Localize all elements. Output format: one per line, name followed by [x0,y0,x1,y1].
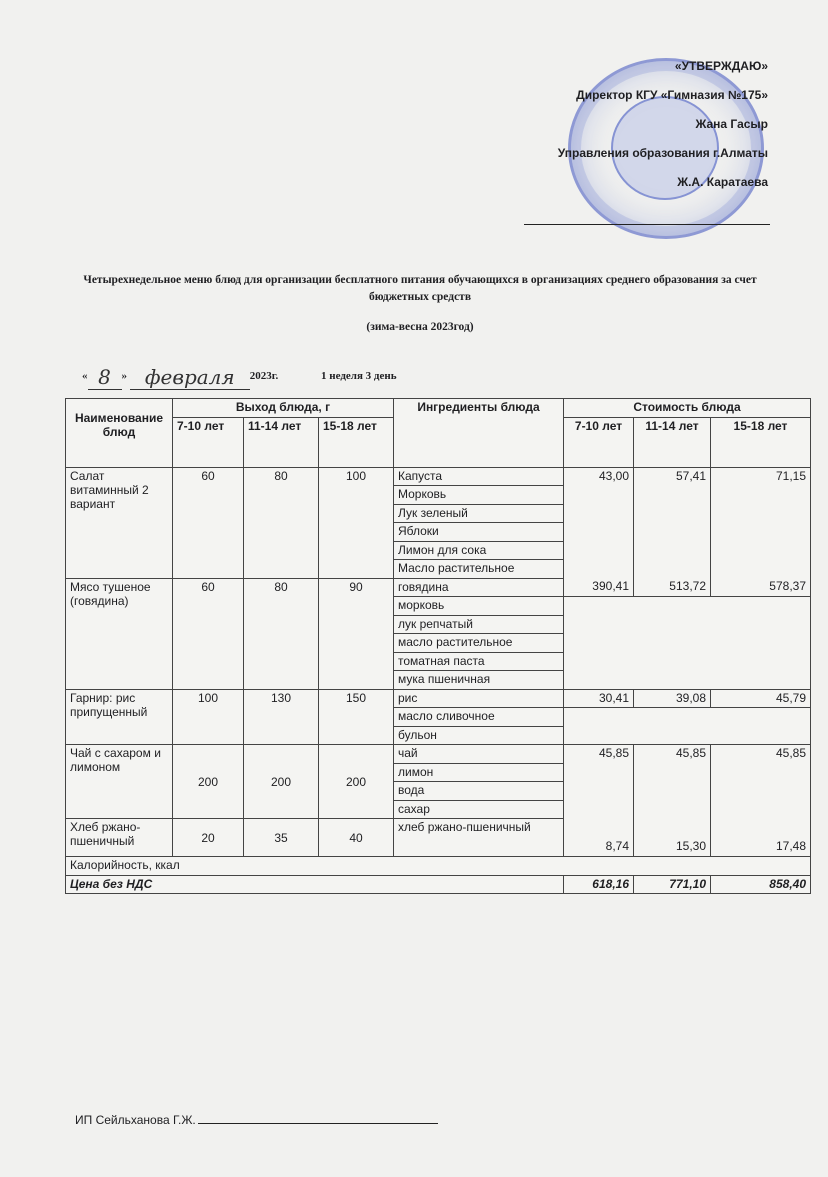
dish-cost: 45,79 [775,690,806,705]
table-row [66,467,811,486]
dish-cost-cell [711,467,811,597]
header-yield-age3: 15-18 лет [319,417,394,467]
total-age2: 771,10 [634,875,711,894]
header-yield-age1: 7-10 лет [173,417,244,467]
dish-cost-cell [711,689,811,708]
dish-cost-cell [711,745,811,857]
header-name: Наименование блюд [66,399,173,468]
blank-cost [564,708,811,745]
dish-cost-cell [564,689,634,708]
dish-cost: 45,85 [598,746,629,760]
dish-cost: 43,00 [598,468,629,483]
ingredient: масло растительное [394,634,564,653]
ingredient: масло сливочное [394,708,564,727]
signer-block [75,1113,438,1127]
ingredient: Лимон для сока [394,541,564,560]
document-title: Четырехнедельное меню блюд для организации бесплатного питания обучающихся в организациях среднего образования за счет бюджетных средств [83,274,757,303]
dish-yield: 200 [319,745,394,819]
dish-yield: 90 [319,578,394,689]
approval-director-name: Жана Гасыр [695,117,768,131]
dish-cost-cell [634,689,711,708]
header-cost: Стоимость блюда [564,399,811,418]
dish-cost: 71,15 [775,468,806,483]
ingredient: томатная паста [394,652,564,671]
week-day: 1 неделя 3 день [321,370,397,382]
blank-cost [564,597,811,690]
dish-cost: 57,41 [675,468,706,483]
table-row [66,745,811,764]
dish-cost: 513,72 [669,579,706,593]
dish-yield: 100 [173,689,244,745]
dish-yield: 35 [244,819,319,857]
dish-cost: 8,74 [605,839,629,853]
dish-name: Мясо тушеное (говядина) [66,578,173,689]
dish-cost: 39,08 [675,690,706,705]
approval-signature-line [524,224,770,225]
dish-cost: 45,85 [775,746,806,760]
dish-cost: 15,30 [675,839,706,853]
dish-yield: 80 [244,578,319,689]
signer-name: ИП Сейльханова Г.Ж. [75,1113,196,1127]
ingredient: Лук зеленый [394,504,564,523]
dish-cost-cell [564,745,634,857]
ingredient: чай [394,745,564,764]
header-yield: Выход блюда, г [173,399,394,418]
ingredient: лук репчатый [394,615,564,634]
quote-open: « [82,370,88,382]
calories-label: Калорийность, ккал [66,857,811,876]
dish-cost-cell [634,745,711,857]
date-year: 2023г. [249,370,279,382]
dish-cost: 578,37 [769,579,806,593]
dish-yield: 150 [319,689,394,745]
ingredient: бульон [394,726,564,745]
ingredient: морковь [394,597,564,616]
dish-cost: 17,48 [775,839,806,853]
approval-dept-name: Ж.А. Каратаева [677,175,768,189]
ingredient: говядина [394,578,564,597]
dish-name: Чай с сахаром и лимоном [66,745,173,819]
ingredient: рис [394,689,564,708]
dish-yield: 130 [244,689,319,745]
total-age1: 618,16 [564,875,634,894]
total-age3: 858,40 [711,875,811,894]
menu-table [65,398,811,894]
dish-yield: 60 [173,467,244,578]
dish-name: Гарнир: рис припущенный [66,689,173,745]
ingredient: хлеб ржано-пшеничный [394,819,564,857]
dish-name: Хлеб ржано-пшеничный [66,819,173,857]
ingredient: Масло растительное [394,560,564,579]
date-month: февраля [130,365,250,390]
header-cost-age2: 11-14 лет [634,417,711,467]
header-yield-age2: 11-14 лет [244,417,319,467]
table-row [66,689,811,708]
approval-block [468,52,768,197]
ingredient: сахар [394,800,564,819]
dish-yield: 60 [173,578,244,689]
header-cost-age1: 7-10 лет [564,417,634,467]
ingredient: лимон [394,763,564,782]
dish-cost: 30,41 [598,690,629,705]
dish-yield: 200 [173,745,244,819]
date-line [82,362,397,392]
dish-cost-cell [564,467,634,597]
approval-title: «УТВЕРЖДАЮ» [674,59,768,73]
dish-cost: 45,85 [675,746,706,760]
date-day: 8 [88,365,122,390]
document-season: (зима-весна 2023год) [366,321,474,333]
ingredient: вода [394,782,564,801]
ingredient: Яблоки [394,523,564,542]
quote-close: » [121,370,127,382]
ingredient: мука пшеничная [394,671,564,690]
approval-dept: Управления образования г.Алматы [557,146,768,160]
header-ingredients: Ингредиенты блюда [394,399,564,468]
dish-yield: 20 [173,819,244,857]
ingredient: Морковь [394,486,564,505]
price-label: Цена без НДС [66,875,564,894]
dish-cost: 390,41 [592,579,629,593]
dish-yield: 40 [319,819,394,857]
dish-name: Салат витаминный 2 вариант [66,467,173,578]
dish-yield: 80 [244,467,319,578]
signer-line [198,1123,438,1124]
dish-cost-cell [634,467,711,597]
approval-director: Директор КГУ «Гимназия №175» [576,88,768,102]
dish-yield: 200 [244,745,319,819]
header-cost-age3: 15-18 лет [711,417,811,467]
dish-yield: 100 [319,467,394,578]
ingredient: Капуста [394,467,564,486]
